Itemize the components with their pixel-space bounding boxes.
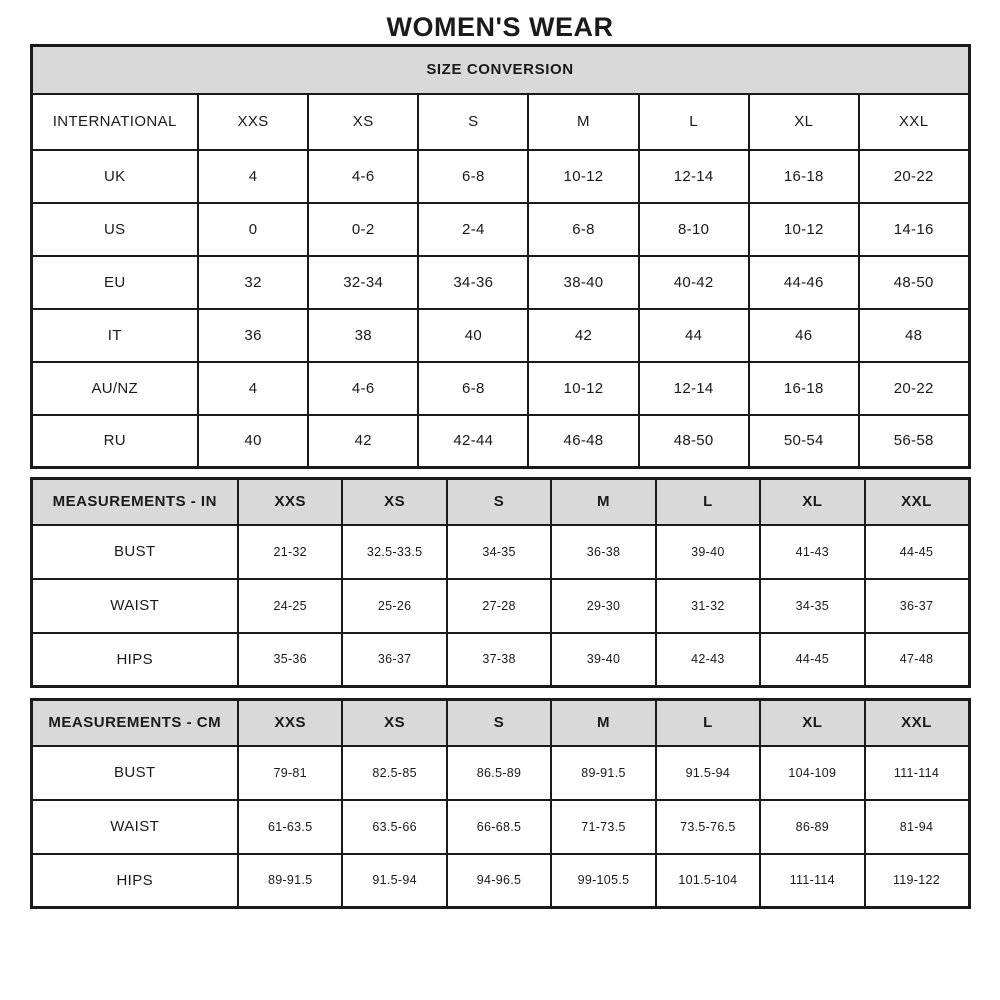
value-cell: 12-14 [639, 150, 749, 203]
value-cell: 6-8 [528, 203, 638, 256]
column-header: XL [760, 479, 864, 525]
value-cell: 34-35 [447, 525, 551, 579]
value-cell: 6-8 [418, 150, 528, 203]
column-header: XXL [859, 94, 969, 150]
value-cell: 61-63.5 [238, 800, 342, 854]
row-label: HIPS [31, 633, 238, 687]
value-cell: 73.5-76.5 [656, 800, 760, 854]
value-cell: 37-38 [447, 633, 551, 687]
column-header: L [656, 700, 760, 746]
value-cell: 42-43 [656, 633, 760, 687]
value-cell: 36 [198, 309, 308, 362]
header-label: MEASUREMENTS - IN [31, 479, 238, 525]
row-label: US [31, 203, 198, 256]
row-label: RU [31, 415, 198, 468]
table-row [31, 309, 969, 362]
column-header: S [418, 94, 528, 150]
value-cell: 41-43 [760, 525, 864, 579]
column-header: L [639, 94, 749, 150]
table-row [31, 800, 969, 854]
value-cell: 39-40 [551, 633, 655, 687]
table-row [31, 256, 969, 309]
row-label: WAIST [31, 800, 238, 854]
value-cell: 48-50 [639, 415, 749, 468]
value-cell: 48-50 [859, 256, 969, 309]
table-header-row [31, 700, 969, 746]
column-header: XXL [865, 479, 969, 525]
value-cell: 91.5-94 [656, 746, 760, 800]
table-caption: SIZE CONVERSION [31, 46, 969, 94]
value-cell: 10-12 [749, 203, 859, 256]
row-label: BUST [31, 746, 238, 800]
value-cell: 0-2 [308, 203, 418, 256]
value-cell: 20-22 [859, 150, 969, 203]
value-cell: 14-16 [859, 203, 969, 256]
table-header-row [31, 479, 969, 525]
header-label: INTERNATIONAL [31, 94, 198, 150]
value-cell: 48 [859, 309, 969, 362]
size-conversion-table [30, 44, 971, 469]
value-cell: 40 [198, 415, 308, 468]
value-cell: 4 [198, 362, 308, 415]
value-cell: 4-6 [308, 362, 418, 415]
value-cell: 42 [528, 309, 638, 362]
value-cell: 66-68.5 [447, 800, 551, 854]
value-cell: 27-28 [447, 579, 551, 633]
value-cell: 63.5-66 [342, 800, 446, 854]
row-label: BUST [31, 525, 238, 579]
value-cell: 16-18 [749, 362, 859, 415]
value-cell: 25-26 [342, 579, 446, 633]
page-title: WOMEN'S WEAR [386, 12, 614, 42]
value-cell: 81-94 [865, 800, 969, 854]
value-cell: 99-105.5 [551, 854, 655, 908]
value-cell: 101.5-104 [656, 854, 760, 908]
value-cell: 86-89 [760, 800, 864, 854]
table-row [31, 854, 969, 908]
header-label: MEASUREMENTS - CM [31, 700, 238, 746]
row-label: IT [31, 309, 198, 362]
measurements-in-table [30, 477, 971, 688]
value-cell: 111-114 [760, 854, 864, 908]
table-row [31, 633, 969, 687]
column-header: XS [308, 94, 418, 150]
table-row [31, 203, 969, 256]
row-label: AU/NZ [31, 362, 198, 415]
value-cell: 16-18 [749, 150, 859, 203]
row-label: UK [31, 150, 198, 203]
value-cell: 42-44 [418, 415, 528, 468]
column-header: XL [760, 700, 864, 746]
value-cell: 86.5-89 [447, 746, 551, 800]
value-cell: 40-42 [639, 256, 749, 309]
table-row [31, 746, 969, 800]
table-row [31, 150, 969, 203]
column-header: S [447, 700, 551, 746]
value-cell: 20-22 [859, 362, 969, 415]
value-cell: 8-10 [639, 203, 749, 256]
column-header: XXL [865, 700, 969, 746]
value-cell: 4-6 [308, 150, 418, 203]
table-row [31, 362, 969, 415]
column-header: S [447, 479, 551, 525]
value-cell: 10-12 [528, 150, 638, 203]
value-cell: 34-36 [418, 256, 528, 309]
column-header: XXS [198, 94, 308, 150]
column-header: XXS [238, 479, 342, 525]
value-cell: 94-96.5 [447, 854, 551, 908]
value-cell: 38-40 [528, 256, 638, 309]
value-cell: 91.5-94 [342, 854, 446, 908]
value-cell: 39-40 [656, 525, 760, 579]
value-cell: 44 [639, 309, 749, 362]
value-cell: 89-91.5 [551, 746, 655, 800]
column-header: XS [342, 479, 446, 525]
value-cell: 10-12 [528, 362, 638, 415]
value-cell: 4 [198, 150, 308, 203]
value-cell: 111-114 [865, 746, 969, 800]
column-header: XS [342, 700, 446, 746]
column-header: L [656, 479, 760, 525]
value-cell: 31-32 [656, 579, 760, 633]
value-cell: 6-8 [418, 362, 528, 415]
value-cell: 119-122 [865, 854, 969, 908]
value-cell: 36-37 [342, 633, 446, 687]
row-label: HIPS [31, 854, 238, 908]
value-cell: 29-30 [551, 579, 655, 633]
value-cell: 46-48 [528, 415, 638, 468]
column-header: M [528, 94, 638, 150]
value-cell: 40 [418, 309, 528, 362]
value-cell: 2-4 [418, 203, 528, 256]
value-cell: 89-91.5 [238, 854, 342, 908]
value-cell: 46 [749, 309, 859, 362]
value-cell: 35-36 [238, 633, 342, 687]
measurements-cm-table [30, 698, 971, 909]
value-cell: 38 [308, 309, 418, 362]
value-cell: 44-45 [865, 525, 969, 579]
column-header: M [551, 700, 655, 746]
value-cell: 36-37 [865, 579, 969, 633]
table-caption-row [31, 46, 969, 94]
value-cell: 0 [198, 203, 308, 256]
table-header-row [31, 94, 969, 150]
value-cell: 34-35 [760, 579, 864, 633]
value-cell: 32-34 [308, 256, 418, 309]
value-cell: 32 [198, 256, 308, 309]
value-cell: 12-14 [639, 362, 749, 415]
table-row [31, 415, 969, 468]
column-header: XL [749, 94, 859, 150]
value-cell: 47-48 [865, 633, 969, 687]
value-cell: 36-38 [551, 525, 655, 579]
value-cell: 50-54 [749, 415, 859, 468]
value-cell: 79-81 [238, 746, 342, 800]
column-header: M [551, 479, 655, 525]
value-cell: 42 [308, 415, 418, 468]
value-cell: 44-45 [760, 633, 864, 687]
table-row [31, 525, 969, 579]
value-cell: 82.5-85 [342, 746, 446, 800]
table-row [31, 579, 969, 633]
value-cell: 71-73.5 [551, 800, 655, 854]
value-cell: 56-58 [859, 415, 969, 468]
value-cell: 24-25 [238, 579, 342, 633]
row-label: EU [31, 256, 198, 309]
value-cell: 104-109 [760, 746, 864, 800]
column-header: XXS [238, 700, 342, 746]
value-cell: 21-32 [238, 525, 342, 579]
row-label: WAIST [31, 579, 238, 633]
value-cell: 44-46 [749, 256, 859, 309]
value-cell: 32.5-33.5 [342, 525, 446, 579]
